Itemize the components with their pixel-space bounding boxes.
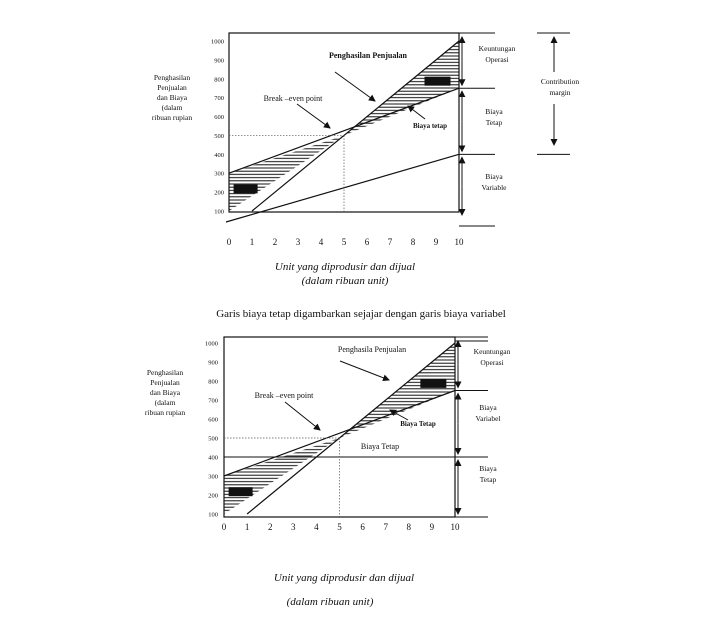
ylabel-line: dan Biaya [149, 388, 181, 397]
chart-2 [145, 337, 511, 608]
xlabel-line: Unit yang diprodusir dan dijual [273, 572, 415, 584]
x-tick-label: 4 [314, 522, 319, 532]
loss-area [224, 438, 340, 514]
ylabel-line: Penghasilan [146, 368, 184, 377]
x-tick-label: 2 [272, 237, 278, 247]
revenue-label: Penghasilan Penjualan [328, 51, 408, 60]
x-tick-label: 8 [406, 522, 412, 532]
y-tick-label: 800 [208, 378, 218, 386]
caption-middle: Garis biaya tetap digambarkan sejajar dengan garis biaya variabel [216, 308, 506, 320]
loss-tag [234, 184, 258, 193]
xlabel-line: Unit yang diprodusir dan dijual [274, 261, 416, 273]
break-even-label: Break –even point [263, 94, 323, 103]
x-tick-label: 0 [221, 522, 227, 532]
x-tick-label: 2 [267, 522, 273, 532]
ylabel-line: Penghasilan [153, 73, 191, 82]
ylabel-line: (dalam [161, 103, 183, 112]
y-tick-label: 200 [214, 189, 224, 197]
chart-1-annotations [264, 44, 580, 192]
fixed-right-label: Biaya [479, 464, 497, 473]
fixed-cost-mid-label: Biaya Tetap [360, 442, 400, 451]
ylabel-line: ribuan rupian [151, 113, 193, 122]
contribution-label: margin [549, 88, 571, 97]
x-tick-label: 5 [337, 522, 342, 532]
y-tick-label: 800 [214, 76, 224, 84]
y-tick-label: 400 [214, 151, 224, 159]
variable-right-label: Variabel [475, 414, 501, 423]
y-tick-label: 100 [214, 208, 224, 216]
variable-right-label: Biaya [485, 172, 503, 181]
x-tick-label: 7 [387, 237, 393, 247]
profit-label: Operasi [480, 358, 504, 367]
profit-tag [425, 77, 451, 86]
profit-label: Keuntungan [473, 347, 511, 356]
x-tick-label: 1 [249, 237, 255, 247]
y-tick-label: 900 [208, 359, 218, 367]
y-tick-label: 300 [214, 170, 224, 178]
ylabel-line: dan Biaya [156, 93, 188, 102]
pointer-arrow [340, 361, 389, 380]
ylabel-line: Penjualan [157, 83, 187, 92]
variable-right-label: Biaya [479, 403, 497, 412]
x-tick-label: 6 [360, 522, 365, 532]
y-tick-label: 300 [208, 473, 218, 481]
xlabel-line: (dalam ribuan unit) [286, 596, 374, 608]
fixed-right-label: Tetap [479, 475, 497, 484]
chart-1-ylabel [152, 73, 192, 122]
loss-tag [229, 487, 253, 496]
revenue-label: Penghasila Penjualan [337, 345, 407, 354]
chart-1-xlabel [275, 261, 415, 287]
contribution-label: Contribution [540, 77, 580, 86]
ylabel-line: (dalam [154, 398, 176, 407]
xlabel-line: (dalam ribuan unit) [301, 275, 389, 287]
chart-1 [152, 33, 580, 287]
chart-2-ylabel [145, 368, 185, 417]
x-tick-label: 10 [454, 237, 464, 247]
break-even-label: Break –even point [254, 391, 314, 400]
profit-label: Keuntungan [478, 44, 516, 53]
y-tick-label: 100 [208, 511, 218, 519]
y-tick-label: 1000 [211, 38, 224, 46]
profit-tag [420, 379, 446, 388]
variable-right-label: Variable [481, 183, 507, 192]
y-tick-label: 200 [208, 492, 218, 500]
y-tick-label: 900 [214, 57, 224, 65]
y-tick-label: 500 [208, 435, 218, 443]
y-tick-label: 1000 [205, 340, 218, 348]
y-tick-label: 600 [214, 114, 224, 122]
x-tick-label: 1 [244, 522, 250, 532]
x-tick-label: 9 [433, 237, 439, 247]
y-tick-label: 700 [208, 397, 218, 405]
x-tick-label: 3 [295, 237, 301, 247]
y-tick-label: 600 [208, 416, 218, 424]
x-tick-label: 3 [291, 522, 296, 532]
x-tick-label: 7 [383, 522, 388, 532]
x-tick-label: 0 [226, 237, 232, 247]
x-tick-label: 8 [410, 237, 416, 247]
fixed-right-label: Tetap [485, 118, 503, 127]
y-tick-label: 500 [214, 132, 224, 140]
profit-label: Operasi [485, 55, 509, 64]
ylabel-line: Penjualan [150, 378, 180, 387]
y-tick-label: 400 [208, 454, 218, 462]
chart-2-xlabel [274, 572, 414, 608]
pointer-arrow [408, 106, 425, 119]
fixed-cost-label: Biaya Tetap [400, 420, 436, 428]
ylabel-line: ribuan rupian [144, 408, 186, 417]
pointer-arrow [285, 402, 320, 430]
x-tick-label: 5 [341, 237, 347, 247]
loss-area [229, 135, 344, 211]
fixed-cost-label: Biaya tetap [412, 122, 448, 130]
x-tick-label: 4 [318, 237, 324, 247]
pointer-arrow [335, 72, 375, 101]
x-tick-label: 6 [364, 237, 370, 247]
pointer-arrow [297, 104, 330, 128]
y-tick-label: 700 [214, 95, 224, 103]
x-tick-label: 10 [450, 522, 460, 532]
x-tick-label: 9 [429, 522, 435, 532]
fixed-right-label: Biaya [485, 107, 503, 116]
